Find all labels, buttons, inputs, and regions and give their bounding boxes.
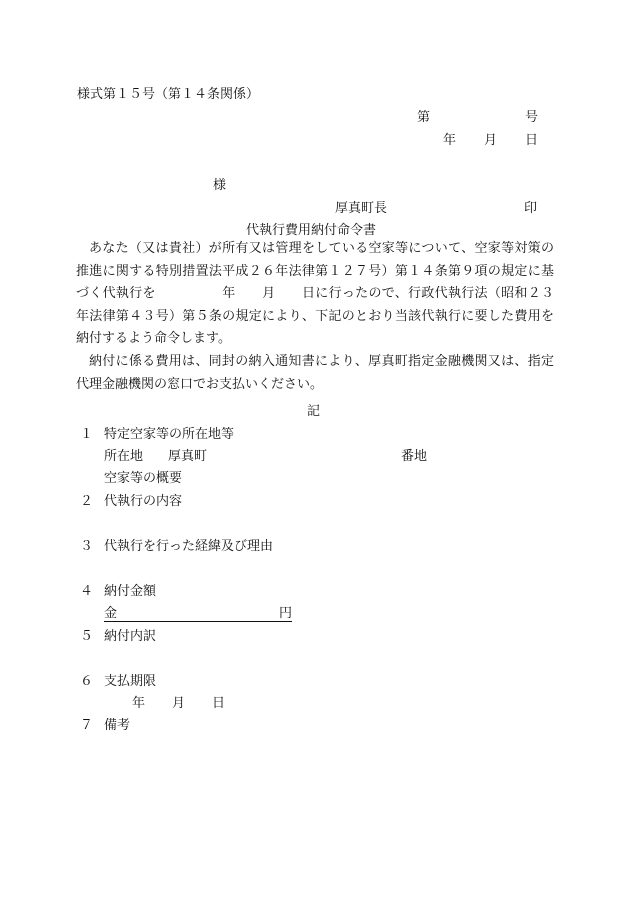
amount-suffix: 円: [279, 606, 293, 621]
item-6-label: 支払期限: [104, 674, 157, 689]
item-2-number: ２: [80, 494, 94, 509]
item-3-number: ３: [80, 539, 94, 554]
location-town: 厚真町: [168, 449, 208, 464]
deadline-month-label: 月: [172, 696, 186, 711]
location-banchi: 番地: [401, 449, 428, 464]
item-5-label: 納付内訳: [104, 629, 157, 644]
ki-heading: 記: [307, 404, 321, 419]
document-title: 代執行費用納付命令書: [246, 223, 377, 238]
item-3-label: 代執行を行った経緯及び理由: [104, 539, 274, 554]
recipient-suffix: 様: [213, 178, 227, 193]
item-1-number: １: [80, 427, 94, 442]
item-7-label: 備考: [104, 718, 131, 733]
item-4-number: ４: [80, 584, 94, 599]
amount-prefix: 金: [104, 606, 118, 621]
seal-mark: 印: [524, 201, 538, 216]
date-day-label: 日: [525, 133, 539, 148]
issuer-name: 厚真町長: [335, 201, 388, 216]
amount-underline: [104, 606, 292, 622]
document-number-suffix: 号: [525, 110, 539, 125]
deadline-day-label: 日: [212, 696, 226, 711]
item-6-number: ６: [80, 674, 94, 689]
item-4-label: 納付金額: [104, 584, 157, 599]
form-number: 様式第１５号（第１４条関係）: [77, 87, 260, 102]
item-5-number: ５: [80, 629, 94, 644]
date-year-label: 年: [443, 133, 457, 148]
body-paragraph-2: 納付に係る費用は、同封の納入通知書により、厚真町指定金融機関又は、指定代理金融機関の窓口でお支払いください。: [76, 354, 554, 392]
location-label: 所在地: [104, 449, 144, 464]
deadline-year-label: 年: [132, 696, 146, 711]
date-month-label: 月: [484, 133, 498, 148]
body-paragraph-1: あなた（又は貴社）が所有又は管理をしている空家等について、空家等対策の推進に関する特別措置法平成２６年法律第１２７号）第１４条第９項の規定に基づく代執行を 年 月 日に行ったので、行政代執行法（昭和２３年法律第４３号）第５条の規定により、下記のとおり当該代執行に要した費用を納付するよう命令します。: [76, 241, 554, 347]
item-1-label: 特定空家等の所在地等: [104, 427, 235, 442]
item-2-label: 代執行の内容: [104, 494, 183, 509]
item-7-number: ７: [80, 718, 94, 733]
overview-label: 空家等の概要: [104, 471, 183, 486]
document-number-prefix: 第: [417, 110, 431, 125]
